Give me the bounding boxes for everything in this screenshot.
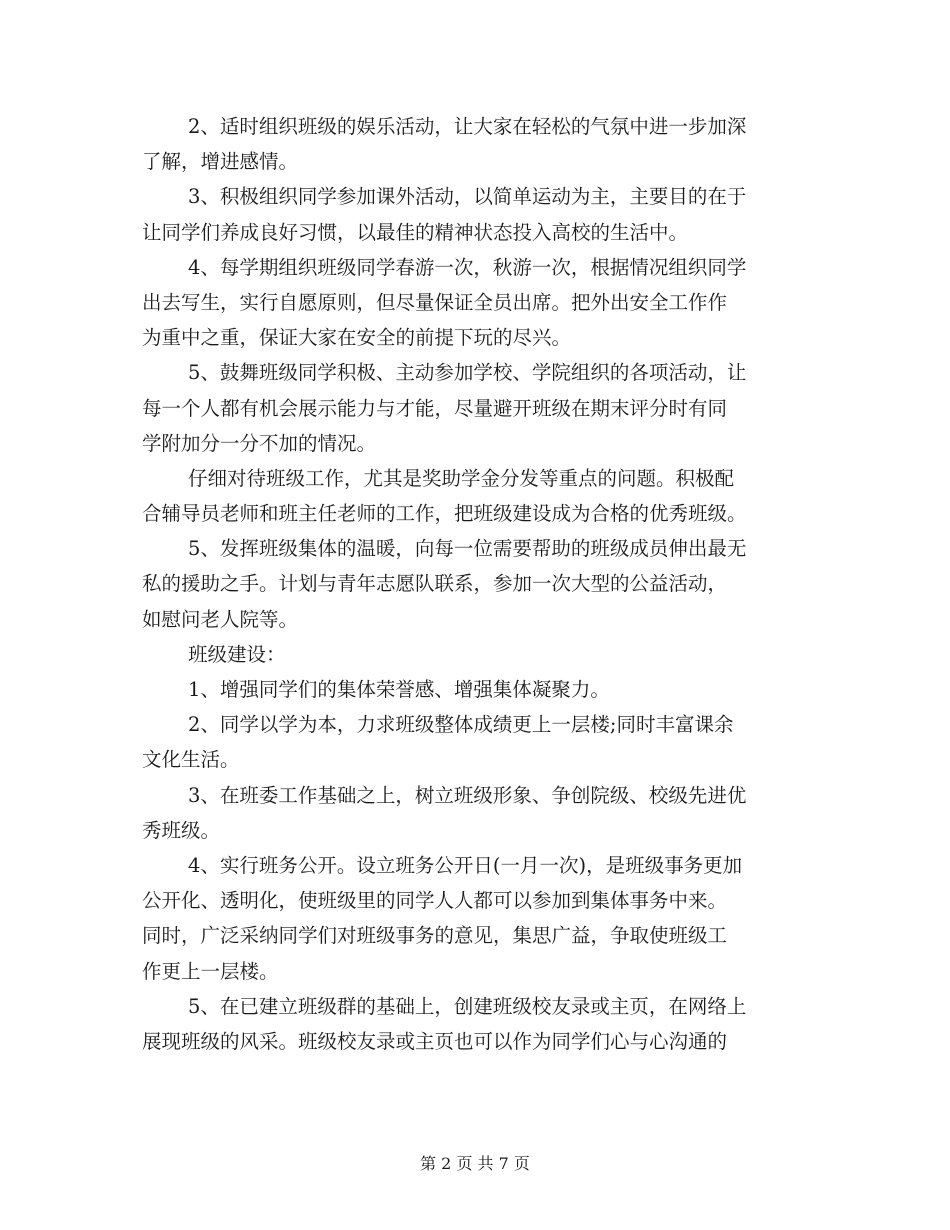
paragraph <box>142 778 822 848</box>
paragraph-line: 如慰问老人院等。 <box>142 607 299 631</box>
paragraph-line: 让同学们养成良好习惯，以最佳的精神状态投入高校的生活中。 <box>142 220 689 244</box>
paragraph-first-line: 3、积极组织同学参加课外活动，以简单运动为主，主要目的在于 <box>188 185 747 209</box>
document-body <box>142 109 822 1059</box>
paragraph <box>142 848 822 989</box>
paragraph-first-line: 2、适时组织班级的娱乐活动，让大家在轻松的气氛中进一步加深 <box>188 115 747 138</box>
paragraph <box>142 109 822 179</box>
paragraph-line: 同时，广泛采纳同学们对班级事务的意见，集思广益，争取使班级工 <box>142 924 728 948</box>
paragraph-line: 了解，增进感情。 <box>142 150 299 174</box>
paragraph-first-line: 2、同学以学为本，力求班级整体成绩更上一层楼;同时丰富课余 <box>188 713 734 737</box>
page-number-footer: 第 2 页 共 7 页 <box>420 1154 530 1173</box>
paragraph <box>142 989 822 1059</box>
paragraph-line: 展现班级的风采。班级校友录或主页也可以作为同学们心与心沟通的 <box>142 1029 728 1053</box>
paragraph-line: 学附加分一分不加的情况。 <box>142 431 377 455</box>
paragraph <box>142 531 822 637</box>
paragraph-line: 私的援助之手。计划与青年志愿队联系，参加一次大型的公益活动， <box>142 572 728 596</box>
paragraph <box>142 250 822 356</box>
paragraph-line: 合辅导员老师和班主任老师的工作，把班级建设成为合格的优秀班级。 <box>142 502 747 526</box>
paragraph-line: 为重中之重，保证大家在安全的前提下玩的尽兴。 <box>142 326 572 350</box>
paragraph <box>142 672 822 707</box>
paragraph-first-line: 3、在班委工作基础之上，树立班级形象、争创院级、校级先进优 <box>188 783 747 807</box>
paragraph <box>142 461 822 531</box>
paragraph-first-line: 4、每学期组织班级同学春游一次，秋游一次，根据情况组织同学 <box>188 255 747 279</box>
paragraph-first-line: 1、增强同学们的集体荣誉感、增强集体凝聚力。 <box>188 678 610 701</box>
paragraph-first-line: 班级建设： <box>188 642 286 666</box>
paragraph <box>142 707 822 777</box>
paragraph <box>142 179 822 249</box>
paragraph-line: 作更上一层楼。 <box>142 959 279 983</box>
paragraph-line: 秀班级。 <box>142 818 221 842</box>
paragraph <box>142 355 822 461</box>
paragraph-first-line: 5、发挥班级集体的温暖，向每一位需要帮助的班级成员伸出最无 <box>188 537 747 561</box>
paragraph <box>142 637 822 672</box>
paragraph-first-line: 仔细对待班级工作，尤其是奖助学金分发等重点的问题。积极配 <box>188 466 735 490</box>
paragraph-line: 每一个人都有机会展示能力与才能，尽量避开班级在期末评分时有同 <box>142 396 728 420</box>
paragraph-line: 出去写生，实行自愿原则，但尽量保证全员出席。把外出安全工作作 <box>142 290 728 314</box>
paragraph-first-line: 5、鼓舞班级同学积极、主动参加学校、学院组织的各项活动，让 <box>188 361 747 385</box>
paragraph-line: 公开化、透明化，使班级里的同学人人都可以参加到集体事务中来。 <box>142 889 728 913</box>
paragraph-first-line: 5、在已建立班级群的基础上，创建班级校友录或主页，在网络上 <box>188 994 747 1018</box>
paragraph-first-line: 4、实行班务公开。设立班务公开日(一月一次)，是班级事务更加 <box>188 853 743 877</box>
paragraph-line: 文化生活。 <box>142 748 240 772</box>
